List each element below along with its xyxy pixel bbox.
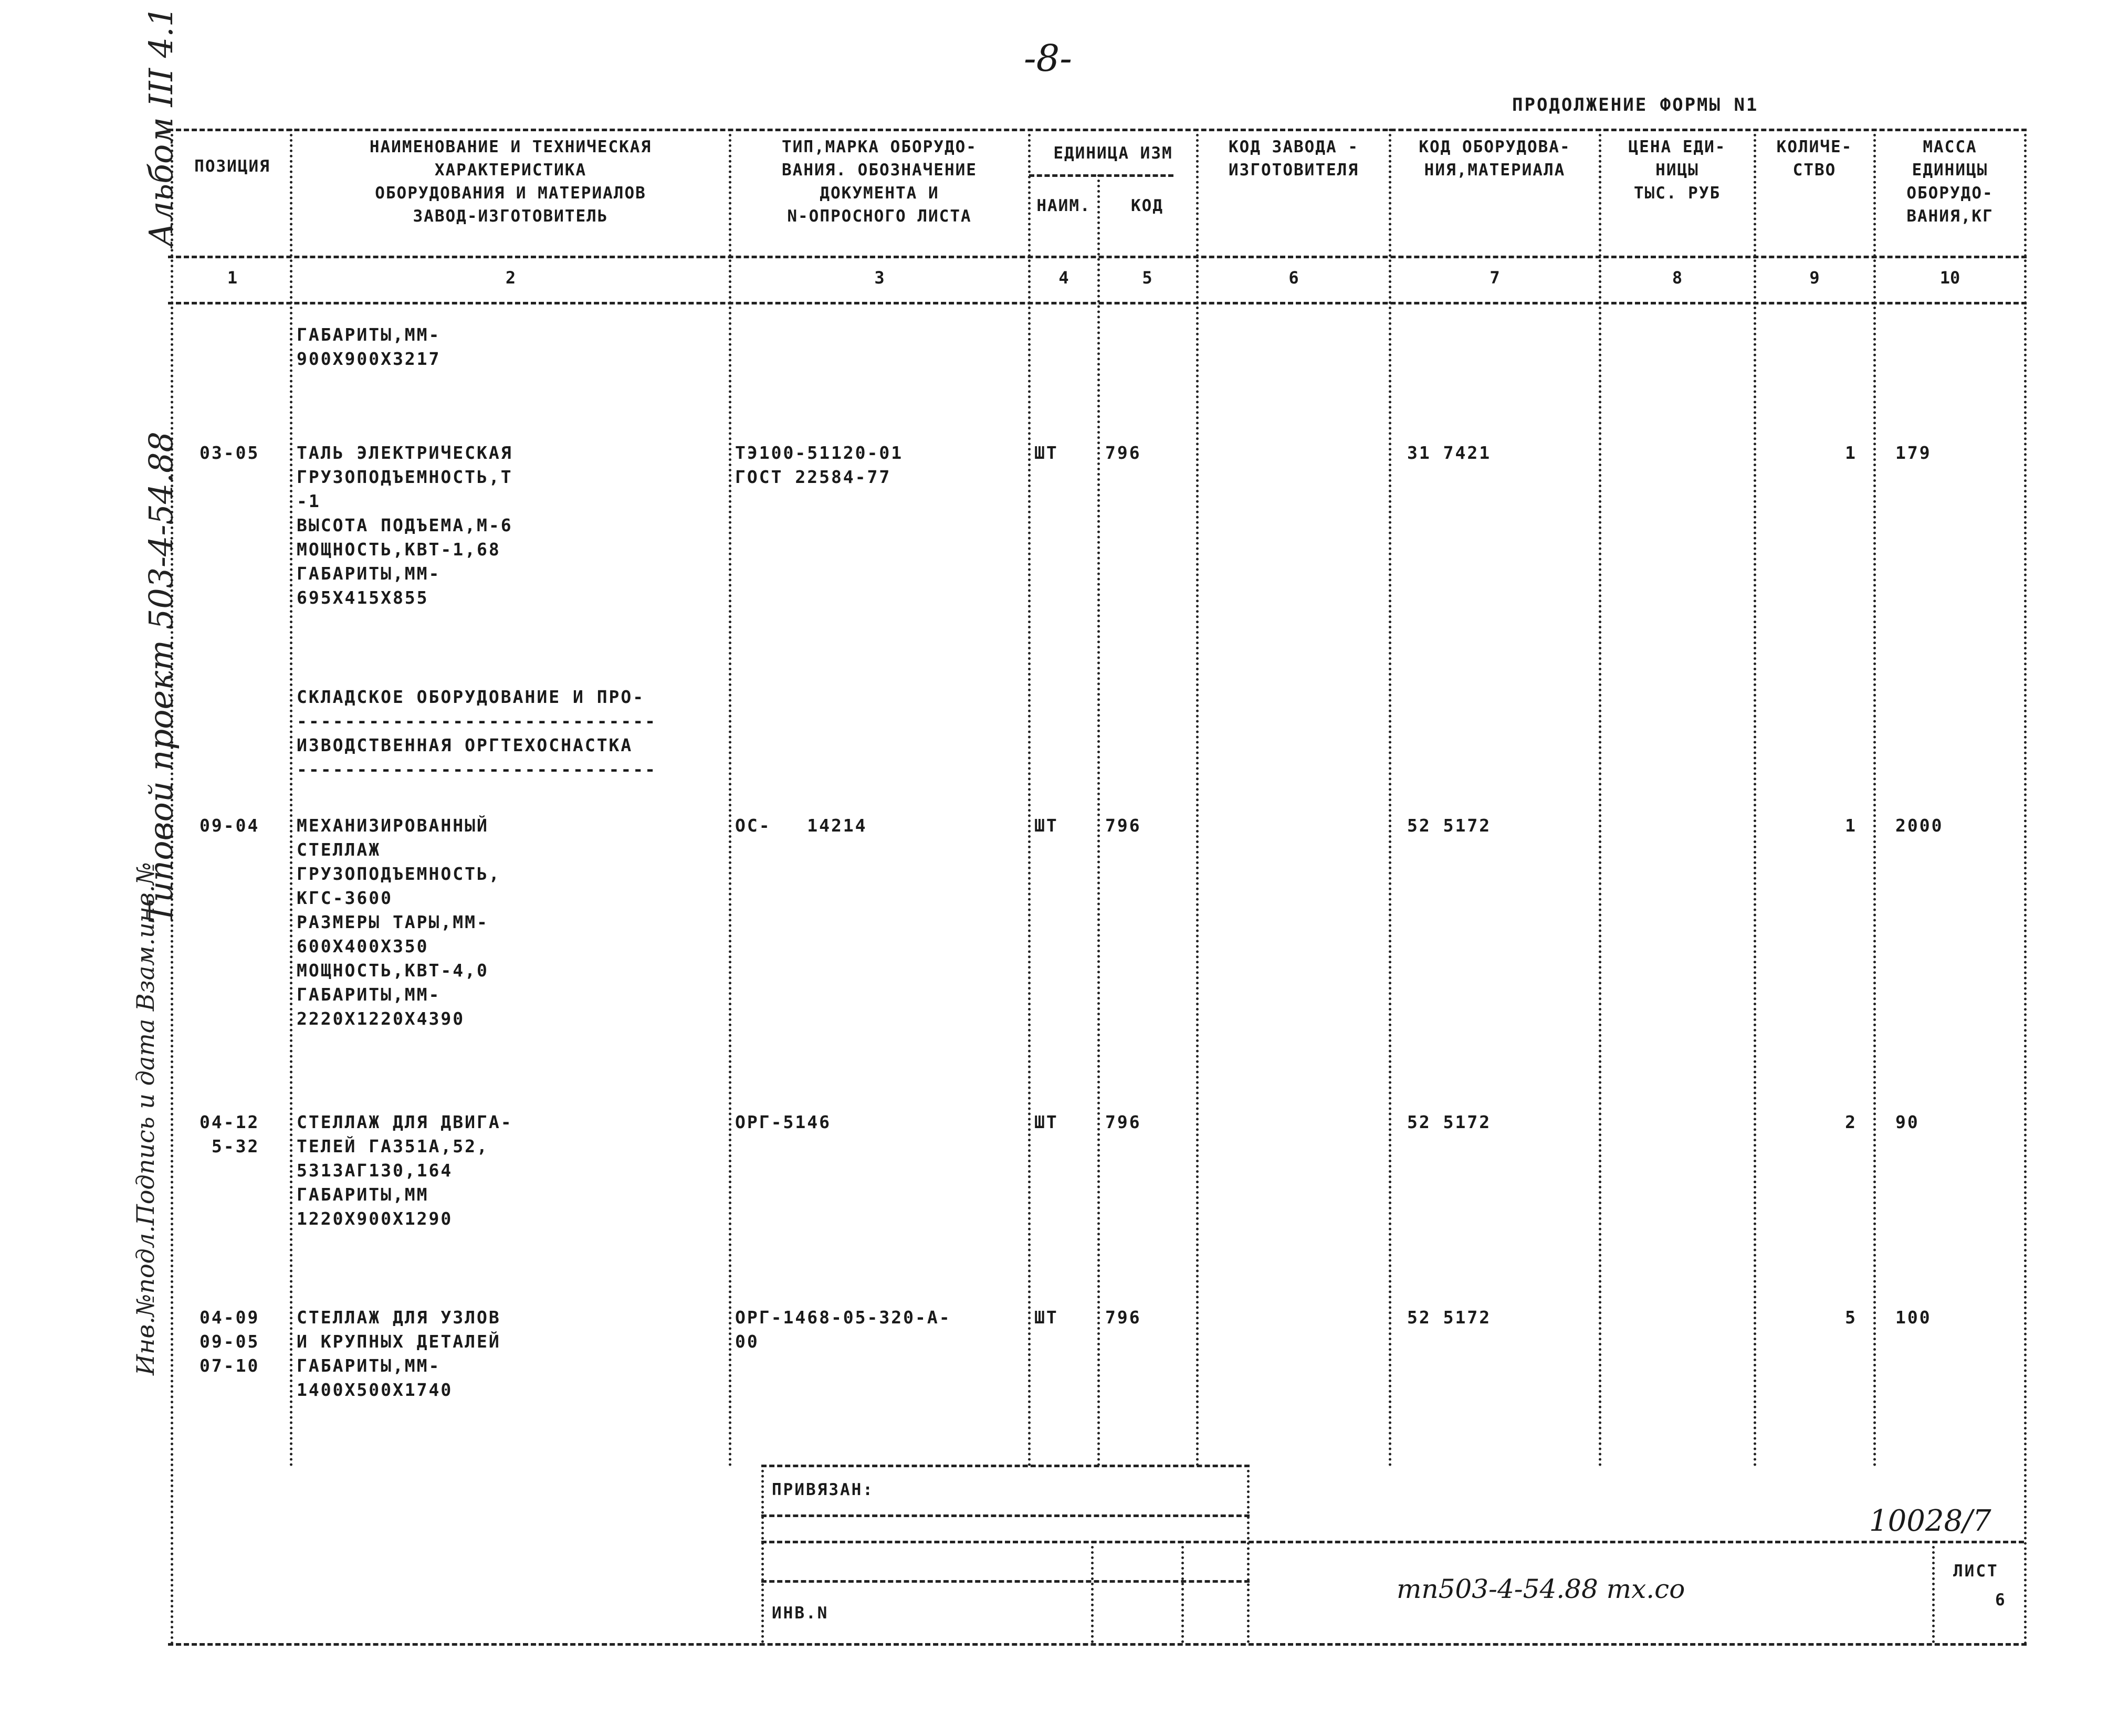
row5-equipment-code: 52 5172 [1407, 1307, 1492, 1328]
header-name: НАИМЕНОВАНИЕ И ТЕХНИЧЕСКАЯ ХАРАКТЕРИСТИКА ОБОРУДОВАНИЯ И МАТЕРИАЛОВ ЗАВОД-ИЗГОТОВИТЕЛЬ [369, 138, 652, 226]
row5-unit: ШТ [1034, 1307, 1058, 1328]
row1-type: ТЭ100-51120-01 ГОСТ 22584-77 [735, 443, 904, 487]
header-unit-name: НАИМ. [1036, 196, 1091, 215]
row3-unit-code: 796 [1105, 815, 1141, 836]
row5-mass: 100 [1895, 1307, 1932, 1328]
stamp-rule-3 [761, 1541, 2024, 1543]
col-rule-10 [2024, 129, 2027, 1646]
side-label-project: Типовой проект 503-4-54.88 [142, 432, 180, 924]
row4-position: 04-12 5-32 [200, 1112, 260, 1156]
colnum-6: 6 [1288, 268, 1299, 288]
colnum-9: 9 [1809, 268, 1820, 288]
header-type: ТИП,МАРКА ОБОРУДО- ВАНИЯ. ОБОЗНАЧЕНИЕ ДОКУМЕНТА И N-ОПРОСНОГО ЛИСТА [782, 138, 977, 226]
header-position: ПОЗИЦИЯ [194, 157, 270, 176]
stamp-right-rule [1247, 1465, 1250, 1643]
col-rule-2 [729, 129, 731, 1467]
header-price: ЦЕНА ЕДИ- НИЦЫ ТЫС. РУБ [1628, 138, 1726, 203]
continuation-label: ПРОДОЛЖЕНИЕ ФОРМЫ N1 [1512, 94, 1759, 115]
row1-unit-code: 796 [1105, 443, 1141, 463]
archive-number: 10028/7 [1869, 1504, 1991, 1538]
sheet-label: ЛИСТ [1953, 1562, 1999, 1581]
colnum-3: 3 [874, 268, 885, 288]
row3-equipment-code: 52 5172 [1407, 815, 1492, 836]
row4-unit-code: 796 [1105, 1112, 1141, 1132]
col-rule-0 [171, 129, 173, 1646]
row1-position: 03-05 [200, 443, 260, 463]
stamp-inner-rule-2 [1181, 1541, 1184, 1643]
row3-mass: 2000 [1895, 815, 1944, 836]
row1-quantity: 1 [1845, 443, 1857, 463]
col-rule-9 [1873, 129, 1876, 1467]
row4-equipment-code: 52 5172 [1407, 1112, 1492, 1132]
header-quantity: КОЛИЧЕ- СТВО [1776, 138, 1853, 180]
sheet-number: 6 [1995, 1591, 2007, 1609]
row1-mass: 179 [1895, 443, 1932, 463]
side-label-album: Альбом III 4.1 [142, 6, 180, 247]
stamp-sheet-rule [1932, 1541, 1935, 1643]
stamp-inv-label: ИНВ.N [772, 1604, 829, 1623]
row3-position: 09-04 [200, 815, 260, 836]
row4-quantity: 2 [1845, 1112, 1857, 1132]
row4-unit: ШТ [1034, 1112, 1058, 1132]
header-maker-code: КОД ЗАВОДА - ИЗГОТОВИТЕЛЯ [1229, 138, 1359, 180]
header-unit: ЕДИНИЦА ИЗМ [1053, 144, 1173, 163]
row5-name: СТЕЛЛАЖ ДЛЯ УЗЛОВ И КРУПНЫХ ДЕТАЛЕЙ ГАБАРИТЫ,ММ- 1400Х500Х1740 [297, 1307, 501, 1400]
row1-unit: ШТ [1034, 443, 1058, 463]
row4-name: СТЕЛЛАЖ ДЛЯ ДВИГА- ТЕЛЕЙ ГА351А,52, 5313АГ130,164 ГАБАРИТЫ,ММ 1220Х900Х1290 [297, 1112, 513, 1229]
colnum-1: 1 [227, 268, 238, 288]
colnum-5: 5 [1142, 268, 1152, 288]
row3-unit: ШТ [1034, 815, 1058, 836]
row3-quantity: 1 [1845, 815, 1857, 836]
side-label-stamp: Инв.№подл.Подпись и дата Взам.инв.№ [131, 862, 160, 1375]
unit-subheader-rule [1029, 174, 1173, 177]
stamp-rule-2 [761, 1514, 1250, 1517]
colnum-7: 7 [1490, 268, 1500, 288]
stamp-left-rule [761, 1465, 764, 1643]
row0-name: ГАБАРИТЫ,ММ- 900Х900Х3217 [297, 324, 441, 369]
row3-type: ОС- 14214 [735, 815, 867, 836]
colnum-2: 2 [505, 268, 516, 288]
row4-mass: 90 [1895, 1112, 1920, 1132]
stamp-top-rule [761, 1465, 1250, 1467]
row5-unit-code: 796 [1105, 1307, 1141, 1328]
table-top-rule [168, 129, 2027, 131]
row2-section-heading: СКЛАДСКОЕ ОБОРУДОВАНИЕ И ПРО- ------------------------------ ИЗВОДСТВЕННАЯ ОРГТЕХОСНАСТКА ------------------------------ [297, 687, 657, 780]
stamp-tied-label: ПРИВЯЗАН: [772, 1480, 874, 1499]
col-rule-8 [1754, 129, 1756, 1467]
row5-quantity: 5 [1845, 1307, 1857, 1328]
col-rule-3 [1028, 129, 1031, 1467]
stamp-rule-4 [761, 1580, 1250, 1583]
row5-position: 04-09 09-05 07-10 [200, 1307, 260, 1376]
row4-type: ОРГ-5146 [735, 1112, 831, 1132]
col-rule-6 [1389, 129, 1391, 1467]
col-rule-5 [1196, 129, 1199, 1467]
col-rule-1 [290, 129, 292, 1467]
row1-name: ТАЛЬ ЭЛЕКТРИЧЕСКАЯ ГРУЗОПОДЪЕМНОСТЬ,Т -1 ВЫСОТА ПОДЪЕМА,М-6 МОЩНОСТЬ,КВТ-1,68 ГАБАРИТЫ,ММ- 695Х415Х855 [297, 443, 513, 608]
row3-name: МЕХАНИЗИРОВАННЫЙ СТЕЛЛАЖ ГРУЗОПОДЪЕМНОСТЬ, КГС-3600 РАЗМЕРЫ ТАРЫ,ММ- 600Х400Х350 МОЩНОСТЬ,КВТ-4,0 ГАБАРИТЫ,ММ- 2220Х1220Х4390 [297, 815, 501, 1029]
page-number: -8- [1024, 37, 1072, 80]
document-code: тп503-4-54.88 тх.со [1397, 1574, 1685, 1604]
header-mass: МАССА ЕДИНИЦЫ ОБОРУДО- ВАНИЯ,КГ [1906, 138, 1994, 226]
colnum-4: 4 [1058, 268, 1069, 288]
stamp-inner-rule-1 [1091, 1541, 1094, 1643]
table-bottom-rule [168, 1643, 2027, 1646]
header-unit-code: КОД [1131, 196, 1163, 215]
colnum-8: 8 [1672, 268, 1683, 288]
col-rule-7 [1599, 129, 1601, 1467]
row5-type: ОРГ-1468-05-320-А- 00 [735, 1307, 951, 1352]
col-rule-4 [1097, 174, 1100, 1467]
colnum-10: 10 [1939, 268, 1960, 288]
header-equipment-code: КОД ОБОРУДОВА- НИЯ,МАТЕРИАЛА [1419, 138, 1571, 180]
row1-equipment-code: 31 7421 [1407, 443, 1492, 463]
